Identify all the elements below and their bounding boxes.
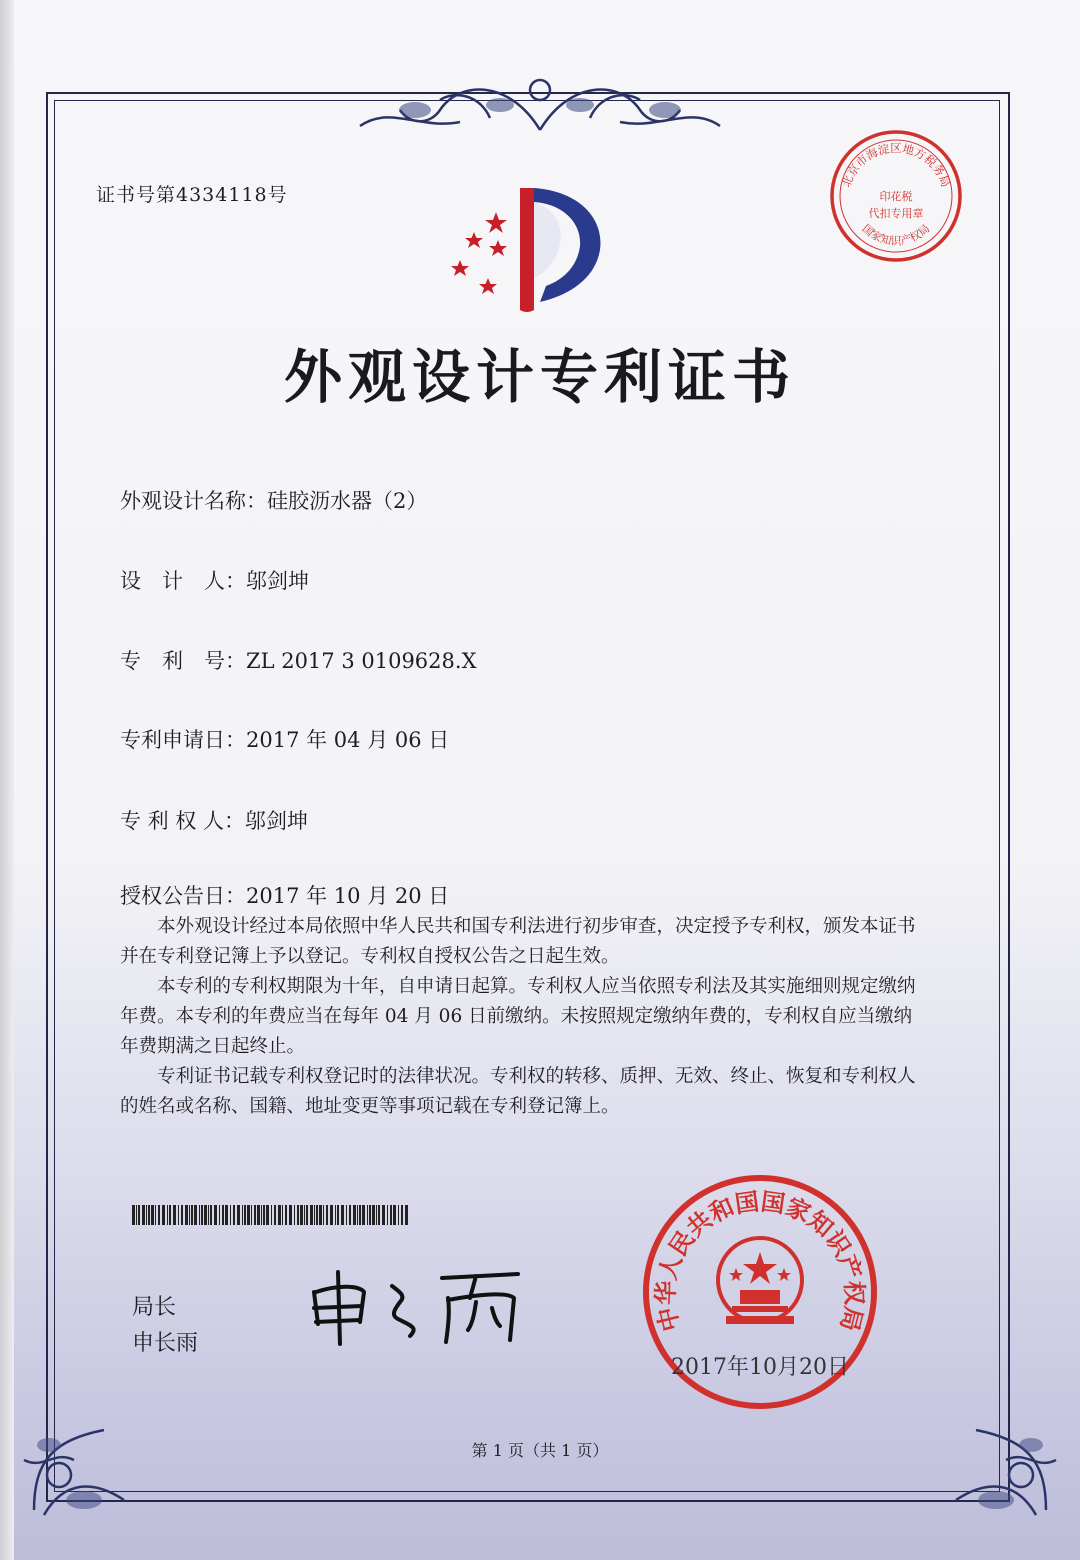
barcode-icon <box>132 1205 412 1225</box>
tax-seal-ring-text: 北京市海淀区地方税务局 <box>838 141 954 190</box>
tax-seal-center-text-1: 印花税 <box>879 190 913 203</box>
paper-edge <box>0 0 14 1560</box>
field-label: 专 利 号： <box>120 649 246 673</box>
official-seal-ring-text: 中华人民共和国国家知识产权局 <box>651 1187 869 1335</box>
field-value: 邬剑坤 <box>246 569 309 593</box>
corner-ornament-bottom-right-icon <box>936 1400 1066 1530</box>
body-paragraph: 专利证书记载专利权登记时的法律状况。专利权的转移、质押、无效、终止、恢复和专利权人的姓名或名称、国籍、地址变更等事项记载在专利登记簿上。 <box>120 1066 916 1117</box>
field-patentee <box>120 805 308 835</box>
field-designer <box>120 565 309 595</box>
official-seal-date: 2017年10月20日 <box>671 1355 849 1380</box>
field-value: 2017 年 04 月 06 日 <box>246 728 450 752</box>
field-value: ZL 2017 3 0109628.X <box>246 649 477 673</box>
director-signature <box>300 1262 550 1352</box>
body-paragraph: 本外观设计经过本局依照中华人民共和国专利法进行初步审查，决定授予专利权，颁发本证书并在专利登记簿上予以登记。专利权自授权公告之日起生效。 <box>120 916 916 967</box>
director-title: 局长 <box>132 1295 177 1320</box>
field-value: 硅胶沥水器（2） <box>267 489 428 513</box>
page-number: 第 1 页（共 1 页） <box>471 1441 609 1460</box>
field-patent-number <box>120 645 477 675</box>
field-grant-date <box>120 880 449 910</box>
patent-office-emblem-icon <box>438 178 618 318</box>
field-design-name <box>120 485 427 515</box>
top-ornament-icon <box>340 60 740 140</box>
national-emblem-icon <box>718 1238 802 1324</box>
certificate-title: 外观设计专利证书 <box>283 343 796 411</box>
field-label: 授权公告日： <box>120 884 246 908</box>
corner-ornament-bottom-left-icon <box>14 1400 144 1530</box>
certificate-body <box>120 912 930 1122</box>
body-paragraph: 本专利的专利权期限为十年，自申请日起算。专利权人应当依照专利法及其实施细则规定缴纳年费。本专利的年费应当在每年 04 月 06 日前缴纳。未按照规定缴纳年费的，专利权自应当缴纳年费期满之日起终止。 <box>120 976 916 1057</box>
field-label: 专 利 权 人： <box>120 809 246 833</box>
director-name: 申长雨 <box>132 1331 199 1356</box>
tax-seal-center-text-2: 代扣专用章 <box>868 207 924 220</box>
official-patent-office-seal <box>640 1172 880 1412</box>
tax-stamp-seal <box>826 126 966 266</box>
svg-text:国家知识产权局 <box>860 222 933 248</box>
field-label: 专利申请日： <box>120 728 246 752</box>
field-label: 外观设计名称： <box>120 489 267 513</box>
certificate-number: 证书号第4334118号 <box>96 184 288 206</box>
field-application-date <box>120 724 449 754</box>
tax-seal-bottom-text: 国家知识产权局 <box>859 222 933 248</box>
field-label: 设 计 人： <box>120 569 246 593</box>
field-value: 邬剑坤 <box>245 809 309 833</box>
field-value: 2017 年 10 月 20 日 <box>246 884 450 908</box>
